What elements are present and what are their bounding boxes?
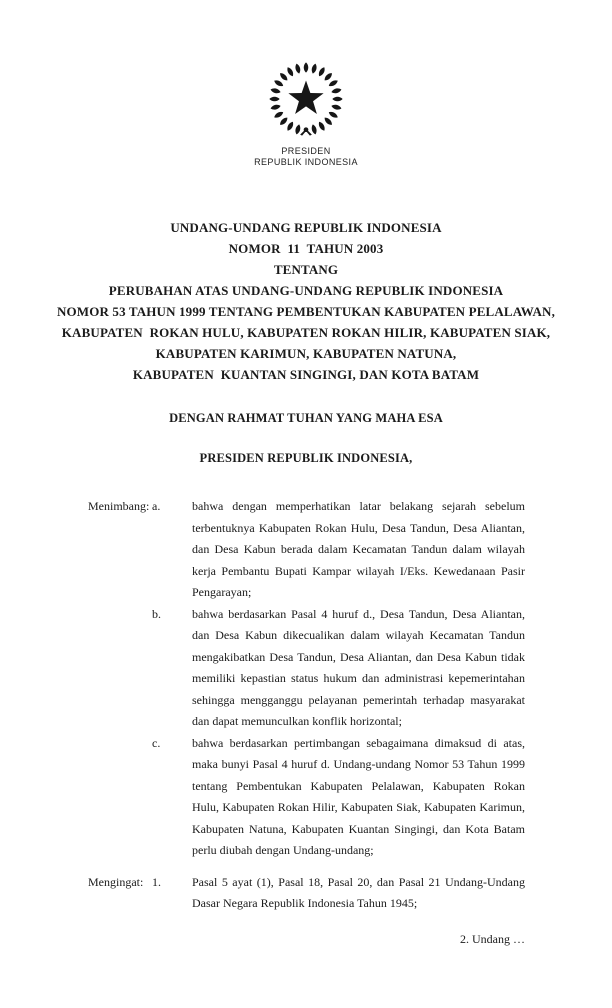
title-line-6: KABUPATEN ROKAN HULU, KABUPATEN ROKAN HILIR, KABUPATEN SIAK, <box>61 325 551 340</box>
title-line-5: NOMOR 53 TAHUN 1999 TENTANG PEMBENTUKAN KABUPATEN PELALAWAN, <box>57 304 555 319</box>
title-line-2: NOMOR 11 TAHUN 2003 <box>228 241 384 256</box>
item-text: Pasal 5 ayat (1), Pasal 18, Pasal 20, dan Pasal 21 Undang-Undang Dasar Negara Republik Indonesia Tahun 1945; <box>192 874 525 910</box>
mengingat-item-1 <box>88 872 525 915</box>
item-marker: a. <box>152 499 161 513</box>
mengingat-label-text: Mengingat <box>88 874 140 889</box>
item-marker: b. <box>152 606 161 621</box>
title-line-3: TENTANG <box>273 262 339 277</box>
label-spacer <box>88 604 152 733</box>
item-marker: c. <box>152 735 161 750</box>
preamble-clauses <box>0 496 612 915</box>
label-spacer <box>88 733 152 862</box>
document-title <box>0 217 612 385</box>
menimbang-item-b <box>88 604 525 733</box>
menimbang-label-colon: : <box>146 499 150 513</box>
mengingat-section <box>0 872 612 915</box>
letterhead-line-presiden: PRESIDEN <box>281 146 331 156</box>
title-line-1: UNDANG-UNDANG REPUBLIK INDONESIA <box>170 220 442 235</box>
authority-line: PRESIDEN REPUBLIK INDONESIA, <box>199 451 413 465</box>
invocation-line: DENGAN RAHMAT TUHAN YANG MAHA ESA <box>169 411 443 425</box>
menimbang-label-text: Menimbang <box>88 499 146 513</box>
item-text: bahwa berdasarkan pertimbangan sebagaimana dimaksud di atas, maka bunyi Pasal 4 huruf d. Undang-undang Nomor 53 Tahun 1999 tentang Pembentukan Kabupaten Pelalawan, Kabupaten Rokan Hulu, Kabupaten Rokan Hilir, Kabupaten Siak, Kabupaten Karimun, Kabupaten Natuna, Kabupaten Kuantan Singingi, dan Kota Batam perlu diubah dengan Undang-undang; <box>192 735 525 857</box>
title-line-8: KABUPATEN KUANTAN SINGINGI, DAN KOTA BATAM <box>132 367 480 382</box>
menimbang-section <box>0 496 612 862</box>
item-marker: 1. <box>152 874 161 889</box>
letterhead <box>0 60 612 168</box>
mengingat-label <box>88 872 152 915</box>
mengingat-label-colon: : <box>140 874 144 889</box>
item-text: bahwa dengan memperhatikan latar belakang sejarah sebelum terbentuknya Kabupaten Rokan Hulu, Desa Tandun, Desa Aliantan, dan Desa Kabun berada dalam Kecamatan Tandun dalam wilayah kerja Pembantu Bupati Kampar wilayah I/Eks. Kewedanaan Pasir Pengarayan; <box>192 499 525 599</box>
letterhead-line-republik-indonesia: REPUBLIK INDONESIA <box>254 157 358 167</box>
catchword: 2. Undang … <box>460 931 525 946</box>
menimbang-item-a <box>88 496 525 604</box>
item-text: bahwa berdasarkan Pasal 4 huruf d., Desa Tandun, Desa Aliantan, dan Desa Kabun dikecualikan dalam wilayah Kecamatan Tandun mengakibatkan Desa Tandun, Desa Aliantan, dan Desa Kabun tidak memiliki kepastian status hukum dan administrasi kepemerintahan sehingga mengganggu pelayanan pemerintah terhadap masyarakat dan dapat memunculkan konflik horizontal; <box>192 606 525 728</box>
presidential-emblem-icon <box>267 60 345 138</box>
menimbang-label <box>88 496 152 604</box>
menimbang-item-c <box>88 733 525 862</box>
title-line-4: PERUBAHAN ATAS UNDANG-UNDANG REPUBLIK INDONESIA <box>108 283 504 298</box>
title-line-7: KABUPATEN KARIMUN, KABUPATEN NATUNA, <box>155 346 457 361</box>
